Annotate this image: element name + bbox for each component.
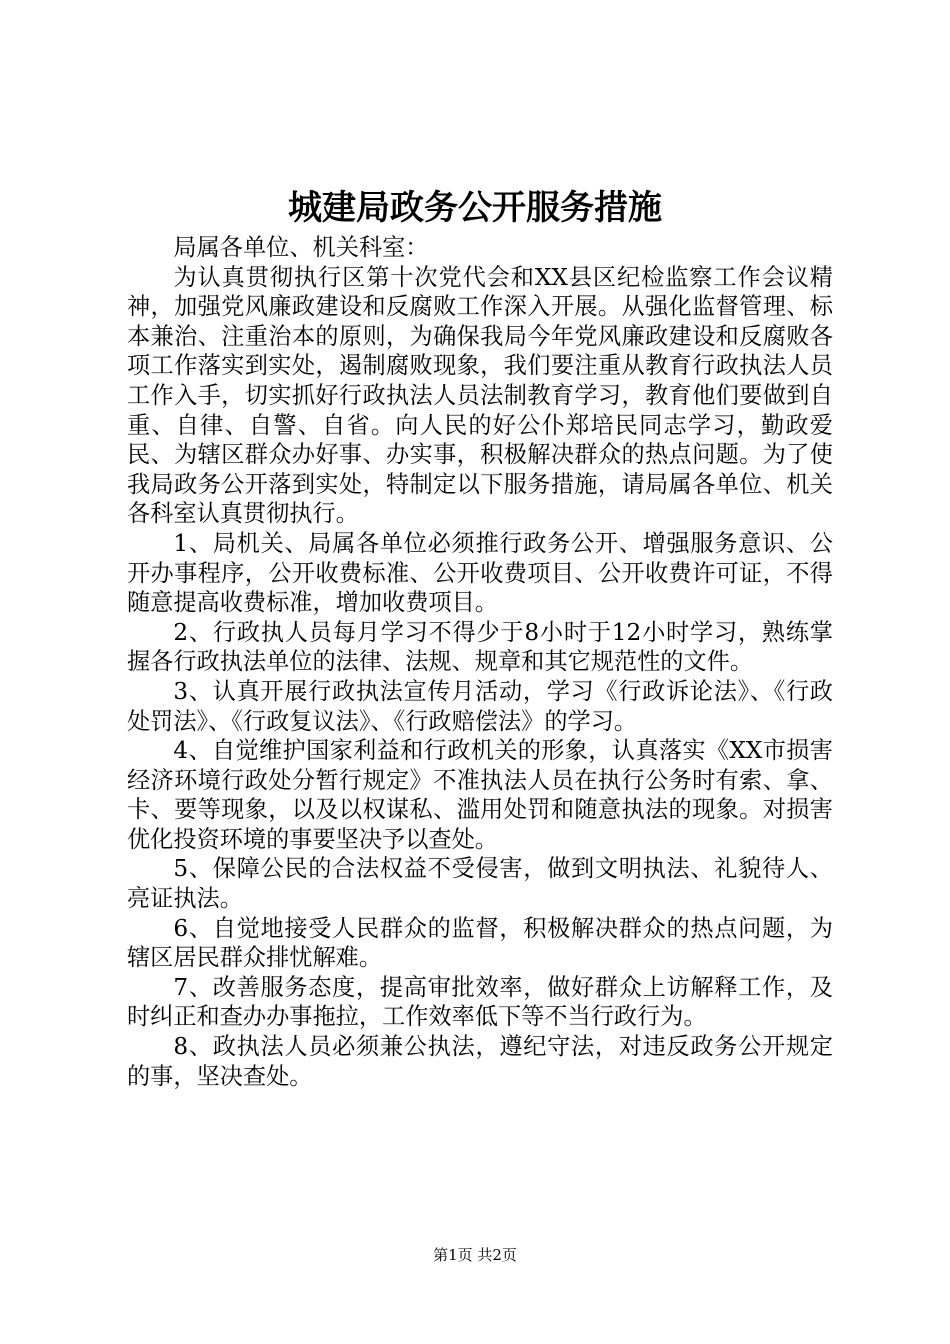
measure-item-6: 6、自觉地接受人民群众的监督，积极解决群众的热点问题，为辖区居民群众排忧解难。: [127, 914, 833, 972]
page-number-footer: 第1页 共2页: [433, 1246, 517, 1264]
measure-item-4: 4、自觉维护国家利益和行政机关的形象，认真落实《XX市损害经济环境行政处分暂行规定》不准执法人员在执行公务时有索、拿、卡、要等现象，以及以权谋私、滥用处罚和随意执法的现象。对损害优化投资环境的事要坚决予以查处。: [127, 737, 833, 853]
measure-item-5: 5、保障公民的合法权益不受侵害，做到文明执法、礼貌待人、亮证执法。: [127, 855, 833, 913]
measure-item-1: 1、局机关、局属各单位必须推行政务公开、增强服务意识、公开办事程序，公开收费标准、公开收费项目、公开收费许可证，不得随意提高收费标准，增加收费项目。: [127, 529, 833, 617]
document-body: [127, 233, 833, 1091]
measure-item-3: 3、认真开展行政执法宣传月活动，学习《行政诉论法》、《行政处罚法》、《行政复议法》、《行政赔偿法》的学习。: [127, 677, 833, 735]
measure-item-2: 2、行政执人员每月学习不得少于8小时于12小时学习，熟练掌握各行政执法单位的法律、法规、规章和其它规范性的文件。: [127, 618, 833, 676]
document-title: 城建局政务公开服务措施: [288, 188, 662, 228]
intro-paragraph: 为认真贯彻执行区第十次党代会和XX县区纪检监察工作会议精神，加强党风廉政建设和反腐败工作深入开展。从强化监督管理、标本兼治、注重治本的原则，为确保我局今年党风廉政建设和反腐败各项工作落实到实处，遏制腐败现象，我们要注重从教育行政执法人员工作入手，切实抓好行政执法人员法制教育学习，教育他们要做到自重、自律、自警、自省。向人民的好公仆郑培民同志学习，勤政爱民、为辖区群众办好事、办实事，积极解决群众的热点问题。为了使我局政务公开落到实处，特制定以下服务措施，请局属各单位、机关各科室认真贯彻执行。: [127, 263, 833, 528]
salutation: 局属各单位、机关科室：: [173, 234, 429, 261]
measure-item-7: 7、改善服务态度，提高审批效率，做好群众上访解释工作，及时纠正和查办办事拖拉，工作效率低下等不当行政行为。: [127, 973, 833, 1031]
measure-item-8: 8、政执法人员必须兼公执法，遵纪守法，对违反政务公开规定的事，坚决查处。: [127, 1033, 833, 1090]
